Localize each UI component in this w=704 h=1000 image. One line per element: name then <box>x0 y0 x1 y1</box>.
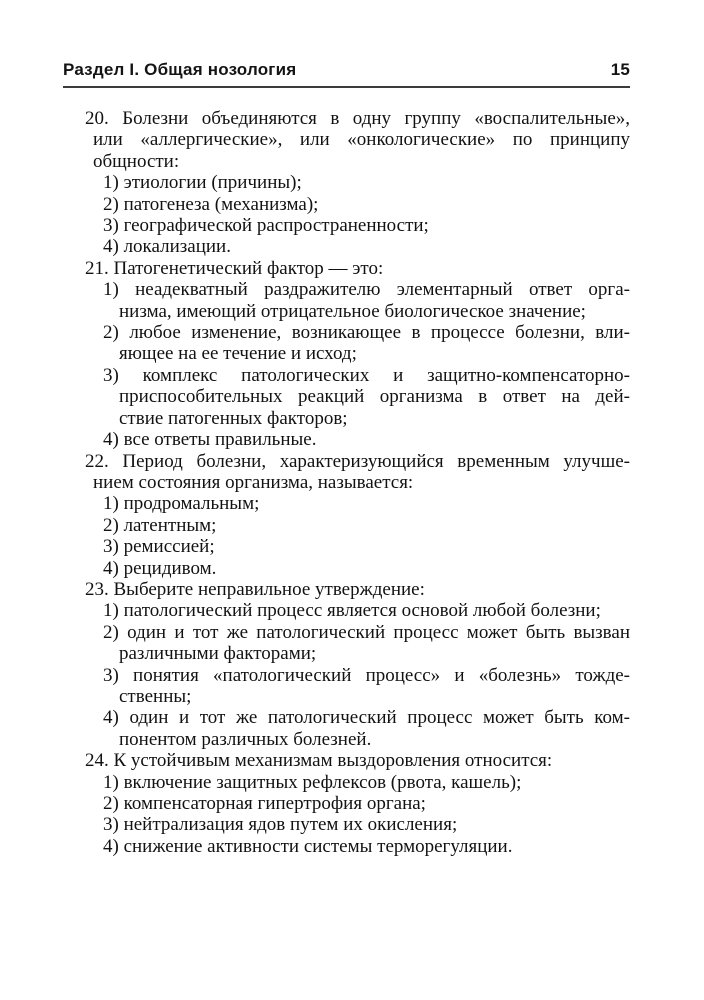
answer-option <box>103 622 630 665</box>
questions-list <box>63 108 630 857</box>
option-marker: 3) <box>103 814 119 836</box>
option-marker: 4) <box>103 236 119 258</box>
question-text <box>85 579 630 600</box>
answer-option <box>103 322 630 365</box>
option-marker: 1) <box>103 279 119 301</box>
question-number: 21. <box>85 257 109 279</box>
option-marker: 2) <box>103 621 119 643</box>
answer-option <box>103 515 630 536</box>
option-marker: 3) <box>103 364 119 386</box>
answer-option <box>103 558 630 579</box>
text-line: 1) продромальным; <box>103 493 260 515</box>
text-line: 4) рецидивом. <box>103 557 217 579</box>
text-line: 21. Патогенетический фактор — это: <box>85 257 384 279</box>
text-line: низма, имеющий отрицательное биологическое значение; <box>119 300 586 322</box>
text-line: 2) латентным; <box>103 514 217 536</box>
option-marker: 4) <box>103 429 119 451</box>
text-line: 1) включение защитных рефлексов (рвота, кашель); <box>103 771 522 793</box>
text-line: приспособительных реакций организма в ответ на дей- <box>119 386 630 408</box>
answer-option <box>103 236 630 257</box>
option-marker: 3) <box>103 664 119 686</box>
text-line: 20. Болезни объединяются в одну группу «воспалительные», <box>85 108 630 129</box>
text-line: 4) все ответы правильные. <box>103 429 317 451</box>
text-line: ствие патогенных факторов; <box>119 407 348 429</box>
option-marker: 2) <box>103 514 119 536</box>
question-text <box>85 258 630 279</box>
text-line: яющее на ее течение и исход; <box>119 343 357 365</box>
option-marker: 3) <box>103 536 119 558</box>
text-line: 1) этиологии (причины); <box>103 172 302 194</box>
option-marker: 4) <box>103 707 119 729</box>
option-marker: 4) <box>103 557 119 579</box>
text-line: 3) нейтрализация ядов путем их окисления; <box>103 814 458 836</box>
text-line: 3) географической распространенности; <box>103 215 429 237</box>
text-line: или «аллергические», или «онкологические» по принципу <box>93 129 630 151</box>
question-text <box>85 750 630 771</box>
option-marker: 3) <box>103 215 119 237</box>
option-marker: 1) <box>103 493 119 515</box>
option-marker: 2) <box>103 793 119 814</box>
text-line: нием состояния организма, называется: <box>93 471 414 493</box>
text-line: 22. Период болезни, характеризующийся временным улучше- <box>85 450 630 472</box>
text-line: 1) патологический процесс является основой любой болезни; <box>103 600 601 622</box>
answer-option <box>103 793 630 814</box>
option-marker: 4) <box>103 835 119 857</box>
text-line: 2) патогенеза (механизма); <box>103 193 319 215</box>
question-text <box>85 108 630 172</box>
answer-option <box>103 600 630 621</box>
answer-option <box>103 194 630 215</box>
text-line: 3) комплекс патологических и защитно-компенсаторно- <box>103 364 631 386</box>
answer-option <box>103 172 630 193</box>
answer-option <box>103 814 630 835</box>
text-line: 2) один и тот же патологический процесс может быть вызван <box>103 621 631 643</box>
option-marker: 1) <box>103 600 119 622</box>
option-marker: 1) <box>103 172 119 194</box>
section-title: Раздел I. Общая нозология <box>63 60 297 79</box>
question-number: 23. <box>85 578 109 600</box>
answer-option <box>103 665 630 708</box>
option-marker: 2) <box>103 322 119 344</box>
question-23 <box>63 579 630 750</box>
answer-option <box>103 772 630 793</box>
text-line: 24. К устойчивым механизмам выздоровления относится: <box>85 750 553 772</box>
text-line: 2) компенсаторная гипертрофия органа; <box>103 793 426 814</box>
answer-option <box>103 536 630 557</box>
question-22 <box>63 451 630 579</box>
text-line: 1) неадекватный раздражителю элементарный ответ орга- <box>103 279 630 301</box>
question-number: 22. <box>85 450 109 472</box>
answer-option <box>103 707 630 750</box>
running-head <box>63 60 630 88</box>
text-line: 3) ремиссией; <box>103 536 215 558</box>
answer-option <box>103 429 630 450</box>
option-marker: 1) <box>103 771 119 793</box>
option-marker: 2) <box>103 193 119 215</box>
text-line: общности: <box>93 150 180 172</box>
text-line: понентом различных болезней. <box>119 728 372 750</box>
text-line: 4) локализации. <box>103 236 231 258</box>
text-line: 2) любое изменение, возникающее в процессе болезни, вли- <box>103 322 631 344</box>
question-24 <box>63 750 630 857</box>
answer-option <box>103 365 630 429</box>
answer-option <box>103 493 630 514</box>
answer-option <box>103 279 630 322</box>
question-text <box>85 451 630 494</box>
question-number: 20. <box>85 108 109 129</box>
question-20 <box>63 108 630 258</box>
question-number: 24. <box>85 750 109 772</box>
answer-option <box>103 215 630 236</box>
text-line: 23. Выберите неправильное утверждение: <box>85 578 425 600</box>
text-line: ственны; <box>119 685 192 707</box>
answer-option <box>103 836 630 857</box>
page-number: 15 <box>610 60 630 79</box>
question-21 <box>63 258 630 451</box>
text-line: 3) понятия «патологический процесс» и «болезнь» тожде- <box>103 664 631 686</box>
text-line: 4) один и тот же патологический процесс может быть ком- <box>103 707 630 729</box>
text-line: 4) снижение активности системы терморегуляции. <box>103 835 513 857</box>
text-line: различными факторами; <box>119 643 317 665</box>
